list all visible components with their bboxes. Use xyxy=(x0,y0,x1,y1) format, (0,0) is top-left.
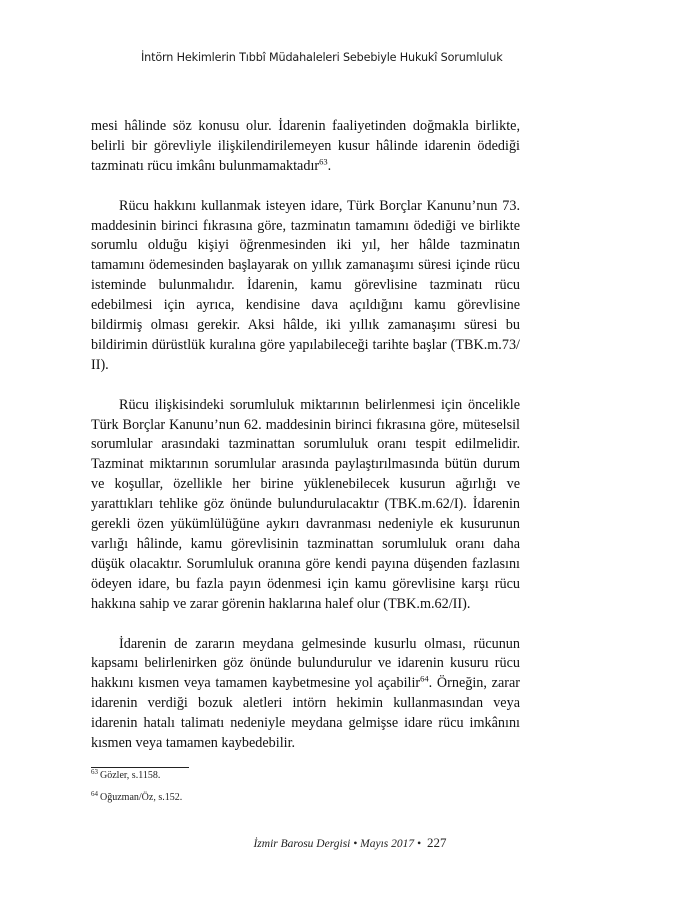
paragraph xyxy=(91,117,520,177)
paragraph-text: . xyxy=(327,157,332,174)
journal-name: İzmir Barosu Dergisi • Mayıs 2017 • xyxy=(253,838,422,850)
paragraph-text: mesi hâlinde söz konusu olur. İdarenin faaliyetinden doğmakla birlikte, belirli bir görevliyle ilişkilendirilemeyen kusur hâlinde idarenin ödediği tazminatı rücu imkânı bulunmamaktadır xyxy=(91,118,520,174)
paragraph-text: İdarenin de zararın meydana gelmesinde kusurlu olması, rücunun kapsamı belirlenirken göz önünde bulundurulur ve idarenin kusuru rücu hakkını kısmen veya tamamen kaybetmesine yol açabilir xyxy=(91,635,520,692)
paragraph-text: Rücu hakkını kullanmak isteyen idare, Türk Borçlar Kanunu’nun 73. maddesinin birinci fıkrasına göre, tazminatın tamamını ödediği ve birlikte sorumlu olduğu kişiyi öğrenmesinden iki yıl, her hâlde tazminatın tamamını ödemesinden başlayarak on yıllık zamanaşımı süresi içinde rücu isteminde bulunmalıdır. İdarenin, kamu görevlisine tazminatı rücu edebilmesi için ayrıca, kendisine dava açıldığını kamu görevlisine bildirmiş olması gerekir. Aksi hâlde, iki yıllık zamanaşımı süresi bu bildirimin dürüstlük kuralına göre yapılabileceği tarihte başlar (TBK.m.73/ II). xyxy=(91,197,520,373)
footnote-text: Gözler, s.1158. xyxy=(100,770,161,781)
paragraph xyxy=(91,396,520,615)
page-footer xyxy=(0,835,700,851)
footnote-number: 63 xyxy=(91,767,98,776)
paragraph xyxy=(91,635,520,754)
paragraph xyxy=(91,197,520,376)
footnote-divider xyxy=(91,767,189,768)
footnote xyxy=(91,767,161,781)
footnote-ref[interactable]: 63 xyxy=(319,156,328,167)
body-text xyxy=(91,117,520,754)
footnote-number: 64 xyxy=(91,789,98,798)
page-number: 227 xyxy=(427,835,447,850)
paragraph-text: Rücu ilişkisindeki sorumluluk miktarının belirlenmesi için öncelikle Türk Borçlar Kanunu’nun 62. maddesinin birinci fıkrasına göre, müteselsil sorumlular arasındaki tazminattan sorumluluk oranı tespit edilmelidir. Tazminat miktarının sorumlular arasında paylaştırılmasında bütün durum ve koşullar, özellikle her birine yüklenebilecek kusurun ağırlığı ve yarattıkları tehlike göz önünde bulundurulacaktır (TBK.m.62/I). İdarenin gerekli özen yükümlülüğüne aykırı davranması nedeniyle ek kusurunun varlığı hâlinde, kamu görevlisinin tazminattan sorumluluk oranı daha düşük olacaktır. Sorumluluk oranına göre kendi payına düşenden fazlasını ödeyen idare, bu fazla payın ödenmesi için kamu görevlisine karşı rücu hakkına sahip ve zarar görenin haklarına halef olur (TBK.m.62/II). xyxy=(91,396,520,612)
footnote xyxy=(91,789,183,803)
paragraph-text: . Örneğin, zarar idarenin verdiği bozuk aletleri intörn hekimin kullanmasından veya idarenin hatalı talimatı nedeniyle meydana gelmişse idare rücu imkânını kısmen veya tamamen kaybedebilir. xyxy=(91,675,520,752)
running-header: İntörn Hekimlerin Tıbbî Müdahaleleri Sebebiyle Hukukî Sorumluluk xyxy=(141,51,503,64)
footnote-ref[interactable]: 64 xyxy=(420,673,429,684)
footnote-text: Oğuzman/Öz, s.152. xyxy=(100,792,183,803)
